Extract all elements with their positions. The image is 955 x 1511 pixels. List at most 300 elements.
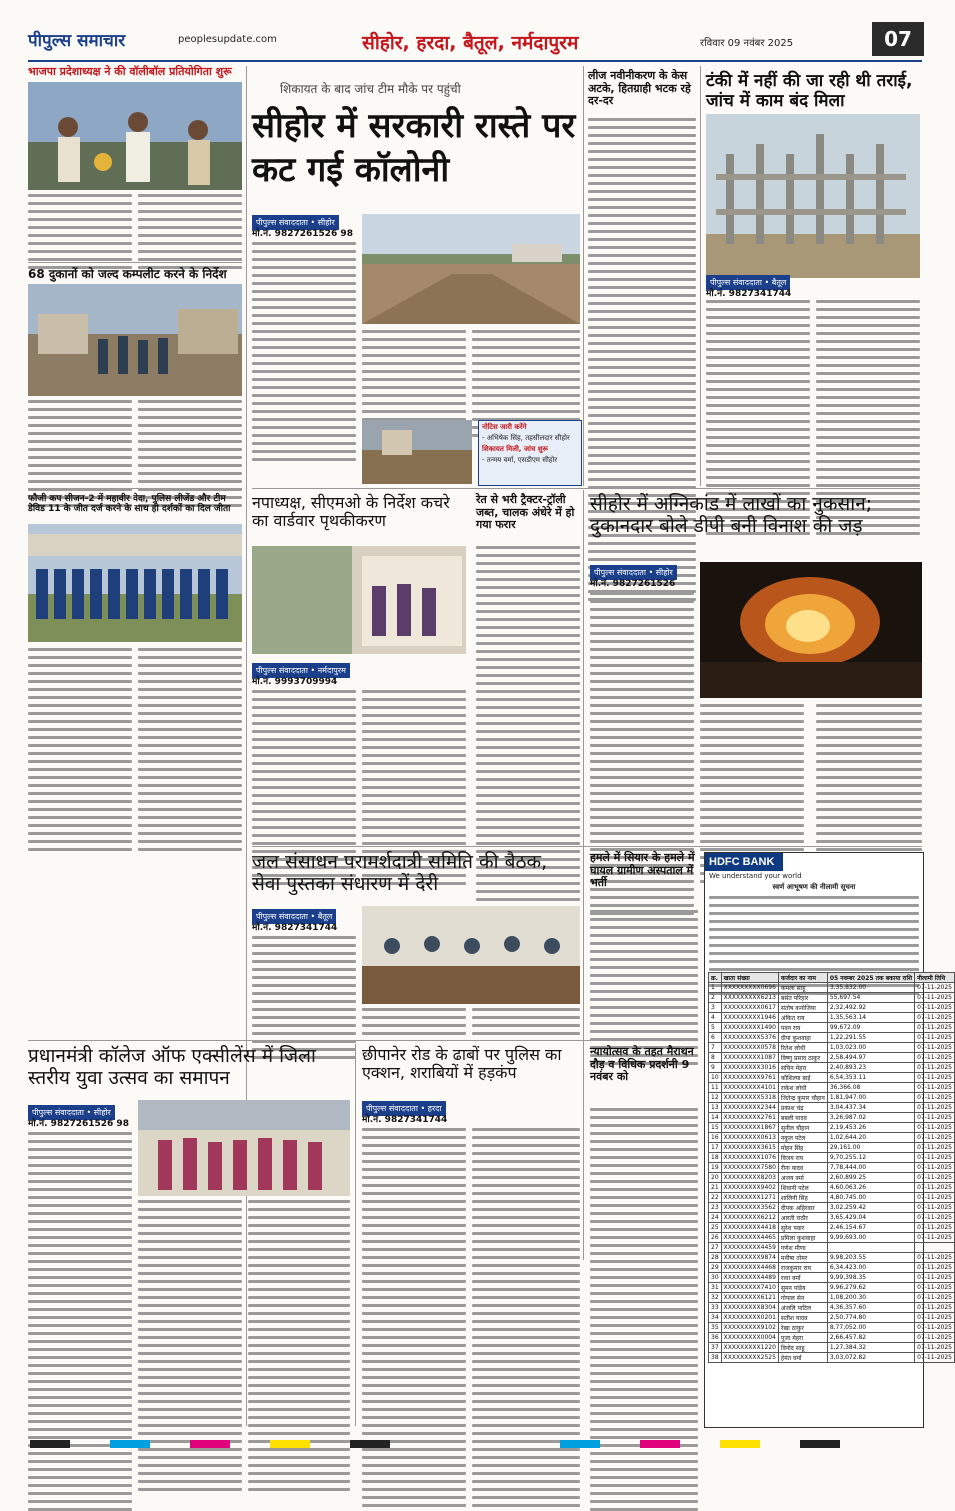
table-cell: 2,46,154.67 — [827, 1223, 914, 1233]
table-cell: 1,35,563.14 — [827, 1013, 914, 1023]
table-row — [709, 1243, 955, 1253]
table-cell: 07-11-2025 — [915, 1003, 955, 1013]
table-cell: 07-11-2025 — [915, 1293, 955, 1303]
table-row — [709, 1123, 955, 1133]
table-cell: XXXXXXXXX3615 — [721, 1143, 778, 1153]
column-divider — [583, 66, 584, 486]
headline-lease: लीज नवीनीकरण के केस अटके, हितग्राही भटक रहे दर-दर — [588, 69, 691, 108]
table-cell: 1,02,644.20 — [827, 1133, 914, 1143]
table-row — [709, 1193, 955, 1203]
website-url[interactable]: peoplesupdate.com — [178, 34, 277, 45]
table-cell: 11 — [709, 1083, 722, 1093]
table-cell: XXXXXXXXX0201 — [721, 1313, 778, 1323]
table-cell: 13 — [709, 1103, 722, 1113]
byline: पीपुल्स संवाददाता • सीहोर — [252, 215, 339, 230]
photo-tank-image — [706, 114, 920, 278]
table-cell: XXXXXXXXX4465 — [721, 1233, 778, 1243]
table-cell — [915, 1243, 955, 1253]
photo-shops-image — [28, 284, 242, 396]
photo-water-image — [362, 906, 580, 1004]
table-row — [709, 1213, 955, 1223]
table-header — [709, 973, 955, 983]
body-text — [28, 400, 132, 484]
table-cell: 07-11-2025 — [915, 1033, 955, 1043]
table-cell: आरती राठौर — [778, 1213, 827, 1223]
table-cell: 2,66,457.82 — [827, 1333, 914, 1343]
headline-youth: प्रधानमंत्री कॉलेज ऑफ एक्सीलेंस में जिला स्तरीय युवा उत्सव का समापन — [28, 1045, 316, 1089]
body-text — [28, 648, 132, 808]
column-header: 05 नवम्बर 2025 तक बकाया राशि — [827, 973, 914, 983]
table-row — [709, 1263, 955, 1273]
byline: पीपुल्स संवाददाता • नर्मदापुरम — [252, 663, 350, 678]
table-cell: 1,03,023.00 — [827, 1043, 914, 1053]
table-cell: 36 — [709, 1333, 722, 1343]
divider — [28, 1040, 698, 1041]
table-cell: दीपक अहिरवार — [778, 1203, 827, 1213]
table-row — [709, 1133, 955, 1143]
table-row — [709, 1063, 955, 1073]
headline-justice: न्यायोत्सव के तहत मैराथन दौड़ व विधिक प्रदर्शनी 9 नवंबर को — [590, 1045, 694, 1084]
byline: पीपुल्स संवाददाता • हरदा — [362, 1101, 446, 1116]
mobile-dhaba: मो.नं. 9827341744 — [362, 1115, 448, 1125]
table-cell: विष्णु प्रसाद ठाकुर — [778, 1053, 827, 1063]
table-cell: 2,19,453.26 — [827, 1123, 914, 1133]
body-text — [28, 194, 132, 256]
body-text — [700, 704, 804, 844]
table-cell: कौशिल्या बाई — [778, 1073, 827, 1083]
table-cell: 07-11-2025 — [915, 1043, 955, 1053]
table-row — [709, 1003, 955, 1013]
table-cell: 2 — [709, 993, 722, 1003]
table-cell: 3 — [709, 1003, 722, 1013]
table-row — [709, 983, 955, 993]
headline-fire: सीहोर में अग्निकांड में लाखों का नुकसान; दुकानदार बोले डीपी बनी विनाश की जड़ — [590, 493, 873, 537]
table-cell: गणेश मीणा — [778, 1243, 827, 1253]
table-cell: XXXXXXXXX1076 — [721, 1153, 778, 1163]
table-cell: 23 — [709, 1203, 722, 1213]
table-cell: 7 — [709, 1043, 722, 1053]
column-header: नीलामी तिथि — [915, 973, 955, 983]
table-cell: 3,04,437.34 — [827, 1103, 914, 1113]
table-cell: 30 — [709, 1273, 722, 1283]
table-row — [709, 1033, 955, 1043]
mobile-waste: मो.नं. 9993709994 — [252, 677, 338, 687]
headline-water: जल संसाधन परामर्शदात्री समिति की बैठक, सेवा पुस्तका संधारण में देरी — [252, 851, 548, 895]
table-cell: 4,36,357.60 — [827, 1303, 914, 1313]
color-registration-marks — [0, 1432, 945, 1457]
table-row — [709, 1233, 955, 1243]
table-cell: XXXXXXXXX4101 — [721, 1083, 778, 1093]
notice-title: नोटिस जारी करेंगे — [482, 423, 527, 431]
headline-dhaba: छीपानेर रोड के ढाबों पर पुलिस का एक्शन, शराबियों में हड़कंप — [362, 1045, 562, 1083]
table-row — [709, 1053, 955, 1063]
table-cell: XXXXXXXXX6212 — [721, 1213, 778, 1223]
table-cell: 25 — [709, 1223, 722, 1233]
headline-cricket: फौजी कप सीजन-2 में महावीर वेदा, पुलिस लीजेंड और टीम डेविड 11 के जीत दर्ज करने के साथ ही दर्शकों का दिल जीता — [28, 494, 231, 515]
table-cell: XXXXXXXXX1271 — [721, 1193, 778, 1203]
table-cell: 3,65,429.04 — [827, 1213, 914, 1223]
table-cell: XXXXXXXXX5318 — [721, 1093, 778, 1103]
body-text — [590, 1108, 698, 1422]
table-cell: XXXXXXXXX1087 — [721, 1053, 778, 1063]
table-cell: 07-11-2025 — [915, 1123, 955, 1133]
body-text — [362, 690, 466, 840]
body-text — [252, 936, 356, 1034]
table-cell: 99,672.09 — [827, 1023, 914, 1033]
table-row — [709, 1103, 955, 1113]
table-cell: अंजलि पाटिल — [778, 1303, 827, 1313]
table-cell: 3,35,832.00 — [827, 983, 914, 993]
mobile-colony: मो.नं. 9827261526 98 — [252, 229, 353, 239]
table-cell: 6,34,423.00 — [827, 1263, 914, 1273]
photo-colony-image — [362, 214, 580, 324]
table-cell: 07-11-2025 — [915, 1113, 955, 1123]
table-row — [709, 1323, 955, 1333]
table-cell: 32 — [709, 1293, 722, 1303]
photo-youth — [138, 1100, 350, 1196]
divider — [28, 488, 242, 489]
photo-volleyball-image — [28, 82, 242, 190]
table-cell: XXXXXXXXX4459 — [721, 1243, 778, 1253]
table-cell: 8 — [709, 1053, 722, 1063]
table-cell: 10 — [709, 1073, 722, 1083]
table-cell: XXXXXXXXX0578 — [721, 1043, 778, 1053]
table-cell: 9,99,398.35 — [827, 1273, 914, 1283]
table-cell: XXXXXXXXX8203 — [721, 1173, 778, 1183]
notice-credit-2: - तन्मय वर्मा, एसडीएम सीहोर — [482, 456, 558, 464]
table-cell: XXXXXXXXX3016 — [721, 1063, 778, 1073]
table-cell: 3,03,072.82 — [827, 1353, 914, 1363]
table-cell: 2,32,492.92 — [827, 1003, 914, 1013]
table-cell: 07-11-2025 — [915, 1183, 955, 1193]
table-cell: 07-11-2025 — [915, 1083, 955, 1093]
table-cell: 07-11-2025 — [915, 1343, 955, 1353]
table-cell: XXXXXXXXX5376 — [721, 1033, 778, 1043]
hdfc-ad — [704, 852, 952, 1428]
table-cell: 07-11-2025 — [915, 1223, 955, 1233]
table-cell: 07-11-2025 — [915, 1053, 955, 1063]
table-cell: 19 — [709, 1163, 722, 1173]
table-cell: XXXXXXXXX6121 — [721, 1293, 778, 1303]
table-cell: 07-11-2025 — [915, 1163, 955, 1173]
table-cell: XXXXXXXXX6213 — [721, 993, 778, 1003]
table-cell: 26 — [709, 1233, 722, 1243]
table-cell: 07-11-2025 — [915, 1063, 955, 1073]
body-text — [28, 1132, 132, 1422]
table-row — [709, 1173, 955, 1183]
newspaper-logo: पीपुल्स समाचार — [28, 31, 126, 51]
table-cell: राधा वर्मा — [778, 1273, 827, 1283]
table-cell: रेखा ठाकुर — [778, 1323, 827, 1333]
table-cell: नकुल पटेल — [778, 1133, 827, 1143]
region-title: सीहोर, हरदा, बैतूल, नर्मदापुरम — [362, 32, 579, 54]
story-volleyball — [28, 66, 242, 79]
table-cell: 07-11-2025 — [915, 1233, 955, 1243]
photo-youth-image — [138, 1100, 350, 1196]
body-text — [252, 242, 356, 414]
table-row — [709, 993, 955, 1003]
table-cell: 07-11-2025 — [915, 1283, 955, 1293]
masthead-rule — [28, 60, 922, 62]
table-cell: 07-11-2025 — [915, 1073, 955, 1083]
body-text — [252, 690, 356, 840]
table-cell: 38 — [709, 1353, 722, 1363]
body-text — [138, 400, 242, 484]
table-cell: 27 — [709, 1243, 722, 1253]
body-text — [472, 1008, 580, 1034]
table-row — [709, 1283, 955, 1293]
table-cell: 07-11-2025 — [915, 1143, 955, 1153]
table-cell: 07-11-2025 — [915, 1253, 955, 1263]
table-cell: 07-11-2025 — [915, 1103, 955, 1113]
mobile-fire: मो.नं. 9827261526 — [590, 579, 676, 589]
table-cell: हेमंत वर्मा — [778, 1353, 827, 1363]
table-cell: XXXXXXXXX8304 — [721, 1303, 778, 1313]
table-row — [709, 1273, 955, 1283]
table-cell: XXXXXXXXX1220 — [721, 1343, 778, 1353]
table-cell: 4,60,063.26 — [827, 1183, 914, 1193]
table-cell: 07-11-2025 — [915, 1023, 955, 1033]
table-cell: 07-11-2025 — [915, 1193, 955, 1203]
table-row — [709, 1093, 955, 1103]
table-cell: रीना यादव — [778, 1163, 827, 1173]
table-cell: 3,26,987.02 — [827, 1113, 914, 1123]
table-row — [709, 1293, 955, 1303]
table-cell: 36,366.08 — [827, 1083, 914, 1093]
table-cell: 07-11-2025 — [915, 1273, 955, 1283]
mobile-water: मो.नं. 9827341744 — [252, 923, 338, 933]
table-cell: बसंत परिहार — [778, 993, 827, 1003]
table-cell: XXXXXXXXX7410 — [721, 1283, 778, 1293]
table-cell: 17 — [709, 1143, 722, 1153]
table-cell: XXXXXXXXX9874 — [721, 1253, 778, 1263]
table-cell: मनीषा तोमर — [778, 1253, 827, 1263]
photo-water — [362, 906, 580, 1004]
column-header: क्र. — [709, 973, 722, 983]
table-cell: 1 — [709, 983, 722, 993]
table-cell: 35 — [709, 1323, 722, 1333]
body-text — [816, 300, 920, 484]
body-text — [362, 330, 466, 414]
photo-fire — [700, 562, 922, 698]
headline-tractor: रेत से भरी ट्रैक्टर-ट्रॉली जब्त, चालक अंधेरे में हो गया फरार — [476, 493, 575, 532]
table-cell: 07-11-2025 — [915, 1213, 955, 1223]
body-text — [362, 1008, 466, 1034]
table-cell: शिवानी पटेल — [778, 1183, 827, 1193]
table-row — [709, 1253, 955, 1263]
table-cell: 16 — [709, 1133, 722, 1143]
column-divider — [246, 66, 247, 1426]
table-cell: 07-11-2025 — [915, 1313, 955, 1323]
table-cell: XXXXXXXXX4468 — [721, 1263, 778, 1273]
table-row — [709, 1023, 955, 1033]
body-text — [472, 1128, 580, 1422]
body-text — [706, 300, 810, 484]
table-row — [709, 1333, 955, 1343]
table-cell: XXXXXXXXX9102 — [721, 1323, 778, 1333]
table-cell: 6,54,353.11 — [827, 1073, 914, 1083]
table-cell: XXXXXXXXX4418 — [721, 1223, 778, 1233]
table-cell: 4,80,745.00 — [827, 1193, 914, 1203]
table-cell: XXXXXXXXX7580 — [721, 1163, 778, 1173]
table-row — [709, 1303, 955, 1313]
table-cell: अजय वर्मा — [778, 1173, 827, 1183]
byline: पीपुल्स संवाददाता • सीहोर — [590, 565, 677, 580]
table-cell: गोपाल सेन — [778, 1293, 827, 1303]
table-cell: 7,78,444.00 — [827, 1163, 914, 1173]
body-text — [590, 592, 694, 842]
table-cell: 15 — [709, 1123, 722, 1133]
body-text — [816, 704, 922, 844]
headline-jackal: हमले में सियार के हमले में घायल ग्रामीण अस्पताल में भर्ती — [590, 851, 695, 890]
table-row — [709, 1043, 955, 1053]
table-cell: 14 — [709, 1113, 722, 1123]
table-cell: XXXXXXXXX2344 — [721, 1103, 778, 1113]
bank-tagline: We understand your world — [709, 872, 802, 880]
table-row — [709, 1153, 955, 1163]
table-cell: 07-11-2025 — [915, 1013, 955, 1023]
table-cell: 1,81,947.00 — [827, 1093, 914, 1103]
photo-waste — [252, 546, 466, 654]
table-cell: 07-11-2025 — [915, 1263, 955, 1273]
table-cell: XXXXXXXXX3562 — [721, 1203, 778, 1213]
issue-date: रविवार 09 नवंबर 2025 — [700, 38, 794, 49]
table-row — [709, 1013, 955, 1023]
table-cell: XXXXXXXXX9402 — [721, 1183, 778, 1193]
table-cell: सुरेश पवार — [778, 1223, 827, 1233]
photo-cricket — [28, 524, 242, 642]
table-cell: 20 — [709, 1173, 722, 1183]
byline: पीपुल्स संवाददाता • सीहोर — [28, 1105, 115, 1120]
table-cell: दीपा कुशवाहा — [778, 1033, 827, 1043]
table-cell: संतोष कनोजिया — [778, 1003, 827, 1013]
headline-tank: टंकी में नहीं की जा रही थी तराई, जांच में काम बंद मिला — [706, 71, 913, 111]
table-row — [709, 1203, 955, 1213]
bank-logo: HDFC BANK — [705, 853, 783, 871]
column-divider — [583, 490, 584, 1260]
notice-credit: - अभिषेक सिंह, तहसीलदार सीहोर — [482, 434, 570, 442]
divider — [252, 488, 920, 489]
body-text — [138, 1200, 242, 1422]
photo-volleyball — [28, 82, 242, 190]
table-cell: 9,96,279.62 — [827, 1283, 914, 1293]
table-cell: 07-11-2025 — [915, 1173, 955, 1183]
table-cell: 9,99,693.00 — [827, 1233, 914, 1243]
table-cell: पवन राय — [778, 1023, 827, 1033]
table-cell: 07-11-2025 — [915, 1333, 955, 1343]
page-number: 07 — [872, 22, 924, 56]
table-row — [709, 1353, 955, 1363]
table-cell: 9,70,255.12 — [827, 1153, 914, 1163]
table-cell: सतीश यादव — [778, 1313, 827, 1323]
byline: पीपुल्स संवाददाता • बैतूल — [706, 275, 790, 290]
table-cell: 07-11-2025 — [915, 1323, 955, 1333]
headline-shops: 68 दुकानों को जल्द कम्पलीट करने के निर्देश — [28, 267, 227, 281]
table-cell: 34 — [709, 1313, 722, 1323]
table-cell: 9,98,203.55 — [827, 1253, 914, 1263]
table-body — [709, 983, 955, 1363]
headline-waste: नपाध्यक्ष, सीएमओ के निर्देश कचरे का वार्डवार पृथकीकरण — [252, 493, 450, 531]
table-cell: रितेश लोधी — [778, 1043, 827, 1053]
table-cell: 8,77,052.00 — [827, 1323, 914, 1333]
table-cell: XXXXXXXXX1867 — [721, 1123, 778, 1133]
auction-table — [708, 972, 955, 1363]
photo-colony-2-image — [362, 420, 472, 484]
column-divider — [700, 66, 701, 486]
photo-colony-2 — [362, 420, 472, 484]
table-cell: XXXXXXXXX2525 — [721, 1353, 778, 1363]
body-text — [476, 546, 580, 840]
body-text — [588, 118, 696, 484]
table-cell: विनोद साहू — [778, 1343, 827, 1353]
table-cell: 07-11-2025 — [915, 1203, 955, 1213]
table-cell: 5 — [709, 1023, 722, 1033]
table-row — [709, 1163, 955, 1173]
ad-fineprint — [705, 894, 923, 972]
column-header: कर्जदार का नाम — [778, 973, 827, 983]
table-cell: 07-11-2025 — [915, 983, 955, 993]
footer-color-bar — [0, 1432, 945, 1457]
photo-shops — [28, 284, 242, 396]
notice-title: स्वर्ण आभूषण की नीलामी सूचना — [772, 883, 856, 891]
table-row — [709, 1183, 955, 1193]
table-cell: XXXXXXXXX4489 — [721, 1273, 778, 1283]
table-cell: 29,161.00 — [827, 1143, 914, 1153]
table-row — [709, 1143, 955, 1153]
table-cell: 4 — [709, 1013, 722, 1023]
table-cell: सुमन पांडेय — [778, 1283, 827, 1293]
table-cell: 2,50,774.80 — [827, 1313, 914, 1323]
table-cell: 55,697.54 — [827, 993, 914, 1003]
table-cell: विजय राय — [778, 1153, 827, 1163]
table-cell: 2,58,494.97 — [827, 1053, 914, 1063]
table-row — [709, 1073, 955, 1083]
notice-title-2: शिकायत मिली, जांच शुरू — [482, 445, 548, 453]
table-cell: 22 — [709, 1193, 722, 1203]
table-cell: पूजा मेहरा — [778, 1333, 827, 1343]
table-cell: मोहन सिंह — [778, 1143, 827, 1153]
table-cell: 07-11-2025 — [915, 1153, 955, 1163]
table-cell: प्रमिला कुशवाहा — [778, 1233, 827, 1243]
body-text — [362, 1128, 466, 1422]
table-cell: राकेश लोधी — [778, 1083, 827, 1093]
body-text — [472, 330, 580, 414]
table-cell: 07-11-2025 — [915, 1133, 955, 1143]
table-cell: 2,40,893.23 — [827, 1063, 914, 1073]
table-cell: 1,22,291.55 — [827, 1033, 914, 1043]
table-cell: XXXXXXXXX1490 — [721, 1023, 778, 1033]
table-cell: 9 — [709, 1063, 722, 1073]
table-cell: 07-11-2025 — [915, 1353, 955, 1363]
column-header: खाता संख्या — [721, 973, 778, 983]
body-text — [248, 1200, 350, 1422]
table-cell: 18 — [709, 1153, 722, 1163]
table-cell: 29 — [709, 1263, 722, 1273]
table-cell: XXXXXXXXX9761 — [721, 1073, 778, 1083]
table-cell: 21 — [709, 1183, 722, 1193]
table-cell: शालिनी सिंह — [778, 1193, 827, 1203]
divider — [28, 262, 242, 263]
table-cell: XXXXXXXXX2761 — [721, 1113, 778, 1123]
photo-fire-image — [700, 562, 922, 698]
notice-box — [478, 420, 582, 486]
table-row — [709, 1313, 955, 1323]
table-cell: 37 — [709, 1343, 722, 1353]
body-text — [138, 194, 242, 256]
table-row — [709, 1113, 955, 1123]
column-divider — [355, 1044, 356, 1426]
table-cell: XXXXXXXXX0613 — [721, 1133, 778, 1143]
